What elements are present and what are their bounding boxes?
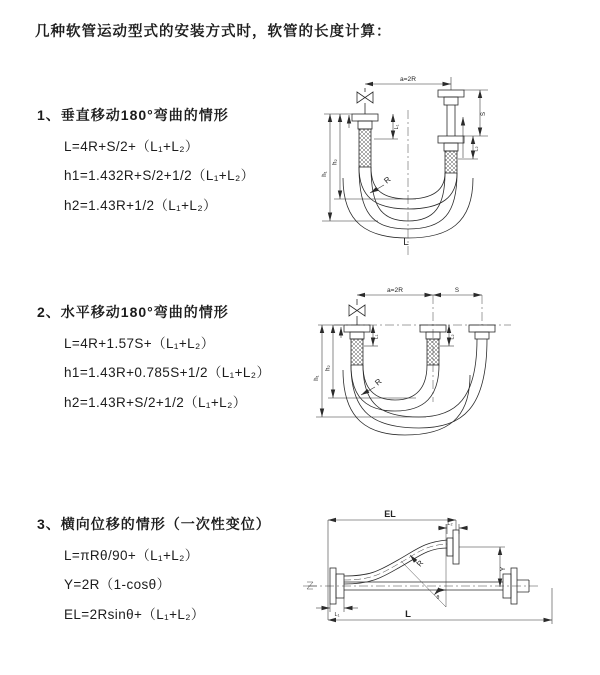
valve-icon <box>357 88 373 114</box>
formula-el: EL=2Rsinθ+（L₁+L₂） <box>64 606 205 622</box>
dim-label-y: Y <box>500 566 507 572</box>
section-1 <box>37 105 255 214</box>
page-title: 几种软管运动型式的安装方式时，软管的长度计算： <box>35 24 392 40</box>
dim-label-h2: h₂ <box>332 159 339 165</box>
formula-y: Y=2R（1-cosθ） <box>64 577 171 592</box>
dim-label-l2: L₂ <box>449 334 456 340</box>
section-2-heading: 2、水平移动180°弯曲的情形 <box>37 304 229 320</box>
formula-l: L=4R+1.57S+（L₁+L₂） <box>64 335 215 351</box>
dim-label-l1: L₁ <box>334 612 340 618</box>
dim-label-l: L <box>405 609 411 620</box>
dim-label-l1: L₁ <box>373 334 380 340</box>
formula-h2: h2=1.43R+S/2+1/2（L₁+L₂） <box>64 394 247 410</box>
valve-icon <box>349 299 365 325</box>
diagram-horizontal-180-bend <box>306 280 594 472</box>
centerline-mark <box>303 582 317 589</box>
formula-h2: h2=1.43R+1/2（L₁+L₂） <box>64 197 217 213</box>
dim-label-h1: h₁ <box>314 375 320 381</box>
fixed-pipe-assembly <box>344 325 370 365</box>
hose-curves <box>343 339 487 435</box>
formula-h1: h1=1.43R+0.785S+1/2（L₁+L₂） <box>64 365 271 380</box>
dim-label-l1: L₁ <box>394 124 400 130</box>
dim-label-a2r: a=2R <box>400 76 416 83</box>
formula-h1: h1=1.432R+S/2+1/2（L₁+L₂） <box>64 168 255 183</box>
diagram-lateral-displacement <box>298 502 600 650</box>
dim-label-r: R <box>373 376 384 388</box>
curved-hose <box>344 540 447 584</box>
dim-label-h1: h₁ <box>322 171 328 177</box>
dim-label-l2: L₂ <box>473 146 480 152</box>
dim-label-h2: h₂ <box>325 365 332 371</box>
moving-pipe-upper <box>438 90 464 136</box>
section-1-heading: 1、垂直移动180°弯曲的情形 <box>37 107 229 123</box>
dim-label-el: EL <box>384 509 396 519</box>
fixed-pipe-assembly <box>352 114 378 167</box>
dim-label-s: S <box>480 111 487 117</box>
section-2 <box>37 302 270 411</box>
dim-label-l2: L₂ <box>447 521 453 527</box>
dim-label-l: L <box>403 237 409 248</box>
moving-pipe-pos2 <box>469 325 495 339</box>
formula-l: L=πRθ/90+（L₁+L₂） <box>64 547 199 563</box>
displaced-flange <box>447 530 459 564</box>
dim-label-s: S <box>454 287 460 294</box>
formula-l: L=4R+S/2+（L₁+L₂） <box>64 138 199 154</box>
dim-label-a2r: a=2R <box>387 287 403 294</box>
dim-label-r: R <box>414 558 426 569</box>
moving-pipe-lower <box>438 136 464 173</box>
dim-label-theta: θ <box>436 595 440 601</box>
dim-label-r: R <box>382 174 393 186</box>
section-3-heading: 3、横向位移的情形（一次性变位） <box>37 516 271 532</box>
section-3 <box>37 514 271 623</box>
diagram-vertical-180-bend <box>308 66 580 268</box>
